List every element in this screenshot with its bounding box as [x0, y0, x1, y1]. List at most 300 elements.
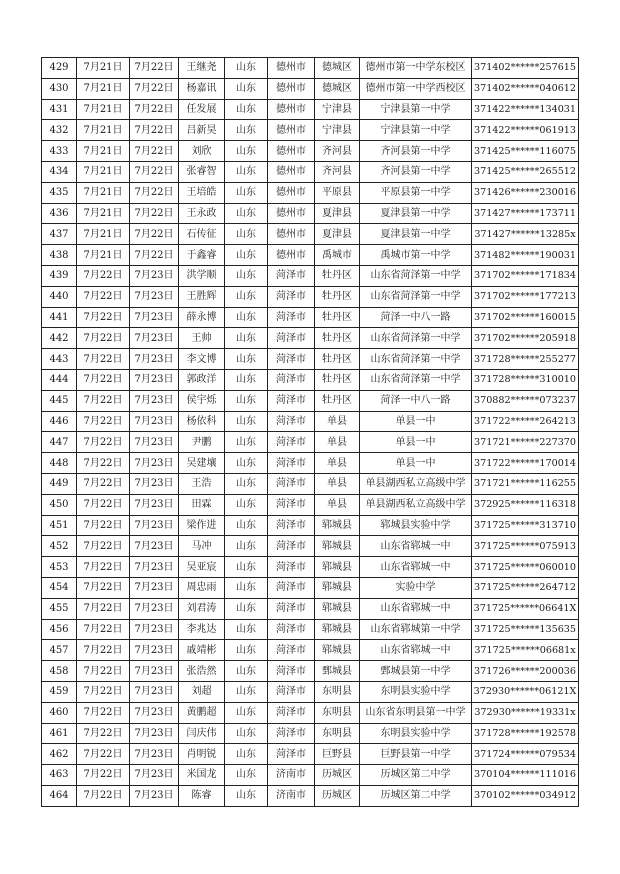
province-cell: 山东 — [225, 536, 268, 557]
seq-cell: 450 — [42, 494, 77, 515]
start-date-cell: 7月22日 — [77, 536, 130, 557]
province-cell: 山东 — [225, 723, 268, 744]
seq-cell: 464 — [42, 785, 77, 806]
table-row — [42, 328, 579, 349]
name-cell: 杨嘉讯 — [179, 78, 225, 99]
id-number-cell: 371425******116075 — [472, 141, 579, 162]
table-row — [42, 765, 579, 786]
district-cell: 历城区 — [315, 785, 360, 806]
city-cell: 菏泽市 — [268, 494, 315, 515]
name-cell: 杨依科 — [179, 411, 225, 432]
district-cell: 牡丹区 — [315, 349, 360, 370]
table-row — [42, 265, 579, 286]
province-cell: 山东 — [225, 224, 268, 245]
start-date-cell: 7月22日 — [77, 265, 130, 286]
name-cell: 李文博 — [179, 349, 225, 370]
table-row — [42, 99, 579, 120]
school-cell: 东明县实验中学 — [360, 681, 472, 702]
seq-cell: 455 — [42, 598, 77, 619]
end-date-cell: 7月23日 — [130, 432, 179, 453]
table-row — [42, 598, 579, 619]
name-cell: 田霖 — [179, 494, 225, 515]
table-row — [42, 224, 579, 245]
district-cell: 牡丹区 — [315, 328, 360, 349]
end-date-cell: 7月23日 — [130, 577, 179, 598]
end-date-cell: 7月23日 — [130, 765, 179, 786]
province-cell: 山东 — [225, 78, 268, 99]
table-row — [42, 640, 579, 661]
id-number-cell: 371725******313710 — [472, 515, 579, 536]
name-cell: 郭政洋 — [179, 369, 225, 390]
seq-cell: 439 — [42, 265, 77, 286]
district-cell: 单县 — [315, 473, 360, 494]
seq-cell: 461 — [42, 723, 77, 744]
id-number-cell: 371426******230016 — [472, 182, 579, 203]
district-cell: 郓城县 — [315, 640, 360, 661]
school-cell: 单县一中 — [360, 411, 472, 432]
school-cell: 宁津县第一中学 — [360, 120, 472, 141]
end-date-cell: 7月23日 — [130, 598, 179, 619]
seq-cell: 453 — [42, 557, 77, 578]
seq-cell: 436 — [42, 203, 77, 224]
district-cell: 德城区 — [315, 58, 360, 79]
seq-cell: 451 — [42, 515, 77, 536]
province-cell: 山东 — [225, 161, 268, 182]
start-date-cell: 7月21日 — [77, 161, 130, 182]
school-cell: 宁津县第一中学 — [360, 99, 472, 120]
start-date-cell: 7月22日 — [77, 723, 130, 744]
start-date-cell: 7月22日 — [77, 286, 130, 307]
name-cell: 王胜辉 — [179, 286, 225, 307]
id-number-cell: 371728******310010 — [472, 369, 579, 390]
district-cell: 宁津县 — [315, 99, 360, 120]
id-number-cell: 371702******177213 — [472, 286, 579, 307]
name-cell: 张浩然 — [179, 661, 225, 682]
id-number-cell: 371402******040612 — [472, 78, 579, 99]
start-date-cell: 7月22日 — [77, 369, 130, 390]
school-cell: 历城区第二中学 — [360, 765, 472, 786]
id-number-cell: 372930******06121X — [472, 681, 579, 702]
district-cell: 历城区 — [315, 765, 360, 786]
name-cell: 侯宇烁 — [179, 390, 225, 411]
city-cell: 菏泽市 — [268, 328, 315, 349]
name-cell: 于鑫睿 — [179, 245, 225, 266]
seq-cell: 458 — [42, 661, 77, 682]
id-number-cell: 371402******257615 — [472, 58, 579, 79]
city-cell: 菏泽市 — [268, 286, 315, 307]
district-cell: 郓城县 — [315, 598, 360, 619]
end-date-cell: 7月23日 — [130, 390, 179, 411]
end-date-cell: 7月22日 — [130, 141, 179, 162]
province-cell: 山东 — [225, 681, 268, 702]
province-cell: 山东 — [225, 785, 268, 806]
city-cell: 济南市 — [268, 765, 315, 786]
seq-cell: 432 — [42, 120, 77, 141]
start-date-cell: 7月22日 — [77, 619, 130, 640]
district-cell: 单县 — [315, 494, 360, 515]
table-row — [42, 453, 579, 474]
table-row — [42, 536, 579, 557]
city-cell: 菏泽市 — [268, 349, 315, 370]
seq-cell: 462 — [42, 744, 77, 765]
district-cell: 牡丹区 — [315, 286, 360, 307]
seq-cell: 429 — [42, 58, 77, 79]
name-cell: 李兆达 — [179, 619, 225, 640]
id-number-cell: 371721******227370 — [472, 432, 579, 453]
school-cell: 鄄城县第一中学 — [360, 661, 472, 682]
district-cell: 德城区 — [315, 78, 360, 99]
start-date-cell: 7月22日 — [77, 473, 130, 494]
start-date-cell: 7月22日 — [77, 328, 130, 349]
district-cell: 夏津县 — [315, 224, 360, 245]
end-date-cell: 7月23日 — [130, 557, 179, 578]
seq-cell: 457 — [42, 640, 77, 661]
district-cell: 禹城市 — [315, 245, 360, 266]
city-cell: 菏泽市 — [268, 473, 315, 494]
city-cell: 菏泽市 — [268, 536, 315, 557]
table-row — [42, 723, 579, 744]
end-date-cell: 7月23日 — [130, 619, 179, 640]
seq-cell: 438 — [42, 245, 77, 266]
id-number-cell: 371724******079534 — [472, 744, 579, 765]
school-cell: 实验中学 — [360, 577, 472, 598]
start-date-cell: 7月22日 — [77, 765, 130, 786]
end-date-cell: 7月22日 — [130, 245, 179, 266]
start-date-cell: 7月22日 — [77, 557, 130, 578]
table-row — [42, 390, 579, 411]
end-date-cell: 7月22日 — [130, 203, 179, 224]
province-cell: 山东 — [225, 390, 268, 411]
table-row — [42, 307, 579, 328]
city-cell: 菏泽市 — [268, 681, 315, 702]
id-number-cell: 371422******061913 — [472, 120, 579, 141]
start-date-cell: 7月22日 — [77, 390, 130, 411]
school-cell: 山东省郓城一中 — [360, 640, 472, 661]
city-cell: 菏泽市 — [268, 661, 315, 682]
district-cell: 齐河县 — [315, 141, 360, 162]
start-date-cell: 7月21日 — [77, 99, 130, 120]
id-number-cell: 371427******173711 — [472, 203, 579, 224]
province-cell: 山东 — [225, 640, 268, 661]
province-cell: 山东 — [225, 661, 268, 682]
table-row — [42, 432, 579, 453]
province-cell: 山东 — [225, 432, 268, 453]
school-cell: 山东省菏泽第一中学 — [360, 286, 472, 307]
province-cell: 山东 — [225, 349, 268, 370]
school-cell: 山东省东明县第一中学 — [360, 702, 472, 723]
start-date-cell: 7月22日 — [77, 577, 130, 598]
table-row — [42, 58, 579, 79]
start-date-cell: 7月21日 — [77, 141, 130, 162]
end-date-cell: 7月23日 — [130, 515, 179, 536]
province-cell: 山东 — [225, 182, 268, 203]
table-row — [42, 577, 579, 598]
district-cell: 郓城县 — [315, 557, 360, 578]
seq-cell: 454 — [42, 577, 77, 598]
school-cell: 山东省郓城一中 — [360, 598, 472, 619]
end-date-cell: 7月22日 — [130, 224, 179, 245]
start-date-cell: 7月22日 — [77, 411, 130, 432]
table-row — [42, 141, 579, 162]
seq-cell: 446 — [42, 411, 77, 432]
name-cell: 吴亚宸 — [179, 557, 225, 578]
start-date-cell: 7月22日 — [77, 515, 130, 536]
start-date-cell: 7月22日 — [77, 785, 130, 806]
name-cell: 刘君涛 — [179, 598, 225, 619]
school-cell: 齐河县第一中学 — [360, 141, 472, 162]
school-cell: 山东省菏泽第一中学 — [360, 328, 472, 349]
id-number-cell: 371721******116255 — [472, 473, 579, 494]
province-cell: 山东 — [225, 265, 268, 286]
end-date-cell: 7月23日 — [130, 785, 179, 806]
name-cell: 吕新昊 — [179, 120, 225, 141]
city-cell: 菏泽市 — [268, 265, 315, 286]
city-cell: 德州市 — [268, 78, 315, 99]
city-cell: 德州市 — [268, 224, 315, 245]
district-cell: 东明县 — [315, 681, 360, 702]
city-cell: 菏泽市 — [268, 432, 315, 453]
school-cell: 单县湖西私立高级中学 — [360, 473, 472, 494]
start-date-cell: 7月22日 — [77, 640, 130, 661]
district-cell: 单县 — [315, 411, 360, 432]
end-date-cell: 7月23日 — [130, 744, 179, 765]
school-cell: 夏津县第一中学 — [360, 203, 472, 224]
name-cell: 马冲 — [179, 536, 225, 557]
school-cell: 巨野县第一中学 — [360, 744, 472, 765]
id-number-cell: 372925******116318 — [472, 494, 579, 515]
start-date-cell: 7月22日 — [77, 453, 130, 474]
province-cell: 山东 — [225, 494, 268, 515]
city-cell: 菏泽市 — [268, 411, 315, 432]
school-cell: 山东省菏泽第一中学 — [360, 349, 472, 370]
seq-cell: 443 — [42, 349, 77, 370]
end-date-cell: 7月22日 — [130, 161, 179, 182]
district-cell: 夏津县 — [315, 203, 360, 224]
start-date-cell: 7月22日 — [77, 349, 130, 370]
district-cell: 鄄城县 — [315, 661, 360, 682]
city-cell: 菏泽市 — [268, 702, 315, 723]
seq-cell: 442 — [42, 328, 77, 349]
end-date-cell: 7月23日 — [130, 473, 179, 494]
end-date-cell: 7月23日 — [130, 307, 179, 328]
province-cell: 山东 — [225, 328, 268, 349]
city-cell: 德州市 — [268, 245, 315, 266]
table-row — [42, 515, 579, 536]
school-cell: 夏津县第一中学 — [360, 224, 472, 245]
start-date-cell: 7月22日 — [77, 432, 130, 453]
school-cell: 山东省郓城一中 — [360, 536, 472, 557]
province-cell: 山东 — [225, 369, 268, 390]
seq-cell: 440 — [42, 286, 77, 307]
table-row — [42, 78, 579, 99]
city-cell: 菏泽市 — [268, 598, 315, 619]
city-cell: 菏泽市 — [268, 453, 315, 474]
start-date-cell: 7月21日 — [77, 182, 130, 203]
name-cell: 张睿智 — [179, 161, 225, 182]
id-number-cell: 370104******111016 — [472, 765, 579, 786]
id-number-cell: 372930******19331x — [472, 702, 579, 723]
start-date-cell: 7月21日 — [77, 58, 130, 79]
name-cell: 闫庆伟 — [179, 723, 225, 744]
city-cell: 德州市 — [268, 99, 315, 120]
seq-cell: 435 — [42, 182, 77, 203]
name-cell: 王继尧 — [179, 58, 225, 79]
table-row — [42, 411, 579, 432]
end-date-cell: 7月22日 — [130, 120, 179, 141]
city-cell: 菏泽市 — [268, 723, 315, 744]
city-cell: 菏泽市 — [268, 515, 315, 536]
id-number-cell: 371482******190031 — [472, 245, 579, 266]
name-cell: 黄鹏超 — [179, 702, 225, 723]
province-cell: 山东 — [225, 411, 268, 432]
name-cell: 戚靖彬 — [179, 640, 225, 661]
name-cell: 肖明锐 — [179, 744, 225, 765]
province-cell: 山东 — [225, 307, 268, 328]
table-row — [42, 369, 579, 390]
start-date-cell: 7月22日 — [77, 494, 130, 515]
city-cell: 德州市 — [268, 161, 315, 182]
province-cell: 山东 — [225, 141, 268, 162]
province-cell: 山东 — [225, 557, 268, 578]
seq-cell: 456 — [42, 619, 77, 640]
school-cell: 德州市第一中学西校区 — [360, 78, 472, 99]
seq-cell: 434 — [42, 161, 77, 182]
province-cell: 山东 — [225, 120, 268, 141]
school-cell: 单县一中 — [360, 453, 472, 474]
district-cell: 牡丹区 — [315, 369, 360, 390]
province-cell: 山东 — [225, 702, 268, 723]
district-cell: 齐河县 — [315, 161, 360, 182]
seq-cell: 452 — [42, 536, 77, 557]
city-cell: 菏泽市 — [268, 619, 315, 640]
id-number-cell: 371725******06641X — [472, 598, 579, 619]
id-number-cell: 371725******075913 — [472, 536, 579, 557]
end-date-cell: 7月22日 — [130, 182, 179, 203]
seq-cell: 441 — [42, 307, 77, 328]
city-cell: 菏泽市 — [268, 744, 315, 765]
school-cell: 单县一中 — [360, 432, 472, 453]
table-row — [42, 245, 579, 266]
table-body — [42, 58, 579, 807]
city-cell: 德州市 — [268, 120, 315, 141]
end-date-cell: 7月23日 — [130, 494, 179, 515]
seq-cell: 449 — [42, 473, 77, 494]
province-cell: 山东 — [225, 245, 268, 266]
id-number-cell: 371725******060010 — [472, 557, 579, 578]
name-cell: 刘超 — [179, 681, 225, 702]
table-row — [42, 494, 579, 515]
end-date-cell: 7月23日 — [130, 328, 179, 349]
city-cell: 菏泽市 — [268, 577, 315, 598]
name-cell: 王帅 — [179, 328, 225, 349]
end-date-cell: 7月23日 — [130, 536, 179, 557]
start-date-cell: 7月22日 — [77, 681, 130, 702]
id-number-cell: 371722******264213 — [472, 411, 579, 432]
school-cell: 齐河县第一中学 — [360, 161, 472, 182]
seq-cell: 430 — [42, 78, 77, 99]
id-number-cell: 371422******134031 — [472, 99, 579, 120]
seq-cell: 444 — [42, 369, 77, 390]
seq-cell: 433 — [42, 141, 77, 162]
city-cell: 菏泽市 — [268, 307, 315, 328]
district-cell: 郓城县 — [315, 577, 360, 598]
name-cell: 刘欣 — [179, 141, 225, 162]
table-row — [42, 286, 579, 307]
end-date-cell: 7月22日 — [130, 58, 179, 79]
province-cell: 山东 — [225, 203, 268, 224]
name-cell: 王培皓 — [179, 182, 225, 203]
district-cell: 巨野县 — [315, 744, 360, 765]
end-date-cell: 7月23日 — [130, 411, 179, 432]
school-cell: 历城区第二中学 — [360, 785, 472, 806]
district-cell: 郓城县 — [315, 515, 360, 536]
school-cell: 德州市第一中学东校区 — [360, 58, 472, 79]
name-cell: 米国龙 — [179, 765, 225, 786]
table-row — [42, 619, 579, 640]
table-row — [42, 785, 579, 806]
school-cell: 菏泽一中八一路 — [360, 307, 472, 328]
table-row — [42, 681, 579, 702]
id-number-cell: 371725******264712 — [472, 577, 579, 598]
district-cell: 郓城县 — [315, 619, 360, 640]
table-row — [42, 702, 579, 723]
id-number-cell: 371722******170014 — [472, 453, 579, 474]
city-cell: 菏泽市 — [268, 557, 315, 578]
id-number-cell: 371725******06681x — [472, 640, 579, 661]
district-cell: 牡丹区 — [315, 390, 360, 411]
province-cell: 山东 — [225, 619, 268, 640]
id-number-cell: 370882******073237 — [472, 390, 579, 411]
table-row — [42, 557, 579, 578]
id-number-cell: 371728******192578 — [472, 723, 579, 744]
table-row — [42, 203, 579, 224]
end-date-cell: 7月23日 — [130, 661, 179, 682]
table-row — [42, 473, 579, 494]
district-cell: 牡丹区 — [315, 307, 360, 328]
seq-cell: 445 — [42, 390, 77, 411]
start-date-cell: 7月21日 — [77, 203, 130, 224]
id-number-cell: 371427******13285x — [472, 224, 579, 245]
name-cell: 洪学顺 — [179, 265, 225, 286]
table-row — [42, 120, 579, 141]
end-date-cell: 7月23日 — [130, 369, 179, 390]
end-date-cell: 7月23日 — [130, 265, 179, 286]
district-cell: 牡丹区 — [315, 265, 360, 286]
id-number-cell: 371726******200036 — [472, 661, 579, 682]
city-cell: 德州市 — [268, 58, 315, 79]
end-date-cell: 7月23日 — [130, 286, 179, 307]
district-cell: 东明县 — [315, 702, 360, 723]
name-cell: 吴建壤 — [179, 453, 225, 474]
end-date-cell: 7月23日 — [130, 723, 179, 744]
table-row — [42, 182, 579, 203]
end-date-cell: 7月23日 — [130, 702, 179, 723]
start-date-cell: 7月22日 — [77, 307, 130, 328]
province-cell: 山东 — [225, 515, 268, 536]
school-cell: 东明县实验中学 — [360, 723, 472, 744]
end-date-cell: 7月23日 — [130, 453, 179, 474]
district-cell: 单县 — [315, 453, 360, 474]
city-cell: 菏泽市 — [268, 640, 315, 661]
seq-cell: 431 — [42, 99, 77, 120]
province-cell: 山东 — [225, 744, 268, 765]
province-cell: 山东 — [225, 58, 268, 79]
name-cell: 周忠雨 — [179, 577, 225, 598]
city-cell: 德州市 — [268, 141, 315, 162]
school-cell: 山东省菏泽第一中学 — [360, 265, 472, 286]
start-date-cell: 7月21日 — [77, 78, 130, 99]
start-date-cell: 7月21日 — [77, 224, 130, 245]
